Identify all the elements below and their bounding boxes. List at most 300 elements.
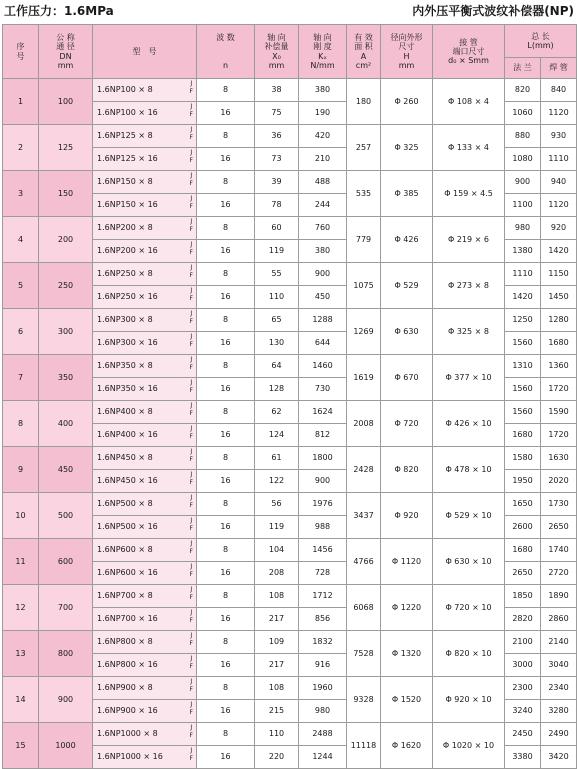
col-outer-size: 径向外形 尺寸 H mm bbox=[381, 25, 433, 79]
cell-dn: 100 bbox=[39, 79, 93, 125]
mark-j: J bbox=[190, 80, 193, 87]
mark-j: J bbox=[190, 126, 193, 133]
mark-f: F bbox=[189, 594, 193, 601]
table-row bbox=[3, 723, 577, 746]
cell-model bbox=[93, 539, 197, 562]
cell-model bbox=[93, 723, 197, 746]
model-text: 1.6NP350 × 8 bbox=[97, 361, 153, 371]
cell-compensation: 60 bbox=[255, 217, 299, 240]
model-text: 1.6NP150 × 8 bbox=[97, 177, 153, 187]
mark-j: J bbox=[190, 747, 193, 754]
mark-f: F bbox=[189, 88, 193, 95]
cell-model bbox=[93, 171, 197, 194]
cell-outer-size: Φ 820 bbox=[381, 447, 433, 493]
mark-f: F bbox=[189, 617, 193, 624]
cell-area: 9328 bbox=[347, 677, 381, 723]
mark-j: J bbox=[190, 517, 193, 524]
cell-compensation: 208 bbox=[255, 562, 299, 585]
mark-f: F bbox=[189, 387, 193, 394]
cell-waves: 16 bbox=[197, 148, 255, 171]
mark-j: J bbox=[190, 264, 193, 271]
cell-length-weld: 3040 bbox=[541, 654, 577, 677]
mark-j: J bbox=[190, 678, 193, 685]
cell-length-flange: 1250 bbox=[505, 309, 541, 332]
mark-f: F bbox=[189, 709, 193, 716]
cell-model bbox=[93, 424, 197, 447]
cell-length-weld: 1120 bbox=[541, 194, 577, 217]
cell-stiffness: 1460 bbox=[299, 355, 347, 378]
cell-waves: 16 bbox=[197, 516, 255, 539]
table-row bbox=[3, 585, 577, 608]
cell-waves: 8 bbox=[197, 309, 255, 332]
cell-length-flange: 1680 bbox=[505, 424, 541, 447]
table-row bbox=[3, 677, 577, 700]
cell-area: 779 bbox=[347, 217, 381, 263]
cell-length-weld: 920 bbox=[541, 217, 577, 240]
cell-stiffness: 980 bbox=[299, 700, 347, 723]
cell-model bbox=[93, 654, 197, 677]
cell-model bbox=[93, 401, 197, 424]
cell-length-weld: 1730 bbox=[541, 493, 577, 516]
connection-type-mark bbox=[190, 333, 193, 349]
cell-area: 6068 bbox=[347, 585, 381, 631]
cell-length-flange: 1080 bbox=[505, 148, 541, 171]
cell-waves: 8 bbox=[197, 493, 255, 516]
cell-stiffness: 1456 bbox=[299, 539, 347, 562]
cell-stiffness: 900 bbox=[299, 263, 347, 286]
cell-waves: 16 bbox=[197, 470, 255, 493]
cell-compensation: 130 bbox=[255, 332, 299, 355]
cell-outer-size: Φ 529 bbox=[381, 263, 433, 309]
cell-compensation: 104 bbox=[255, 539, 299, 562]
cell-model bbox=[93, 677, 197, 700]
cell-waves: 16 bbox=[197, 332, 255, 355]
cell-compensation: 75 bbox=[255, 102, 299, 125]
cell-length-flange: 1560 bbox=[505, 401, 541, 424]
cell-pipe: Φ 108 × 4 bbox=[433, 79, 505, 125]
cell-dn: 1000 bbox=[39, 723, 93, 769]
mark-f: F bbox=[189, 686, 193, 693]
page-header bbox=[0, 0, 580, 20]
cell-compensation: 61 bbox=[255, 447, 299, 470]
cell-length-weld: 1420 bbox=[541, 240, 577, 263]
cell-waves: 16 bbox=[197, 286, 255, 309]
mark-f: F bbox=[189, 433, 193, 440]
model-text: 1.6NP125 × 8 bbox=[97, 131, 153, 141]
model-text: 1.6NP700 × 8 bbox=[97, 591, 153, 601]
col-dn: 公 称 通 径 DN mm bbox=[39, 25, 93, 79]
connection-type-mark bbox=[190, 586, 193, 602]
connection-type-mark bbox=[190, 517, 193, 533]
table-row bbox=[3, 79, 577, 102]
cell-dn: 250 bbox=[39, 263, 93, 309]
cell-waves: 8 bbox=[197, 539, 255, 562]
connection-type-mark bbox=[190, 402, 193, 418]
cell-stiffness: 210 bbox=[299, 148, 347, 171]
spec-table bbox=[2, 24, 577, 769]
cell-waves: 8 bbox=[197, 355, 255, 378]
cell-waves: 16 bbox=[197, 654, 255, 677]
cell-length-weld: 3280 bbox=[541, 700, 577, 723]
connection-type-mark bbox=[190, 655, 193, 671]
cell-waves: 16 bbox=[197, 562, 255, 585]
model-text: 1.6NP450 × 8 bbox=[97, 453, 153, 463]
mark-j: J bbox=[190, 241, 193, 248]
cell-seq: 3 bbox=[3, 171, 39, 217]
cell-length-weld: 1360 bbox=[541, 355, 577, 378]
mark-j: J bbox=[190, 563, 193, 570]
col-pipe: 接 管 端口尺寸 d₀ × Smm bbox=[433, 25, 505, 79]
cell-compensation: 110 bbox=[255, 723, 299, 746]
model-text: 1.6NP700 × 16 bbox=[97, 614, 158, 624]
cell-pipe: Φ 426 × 10 bbox=[433, 401, 505, 447]
model-text: 1.6NP600 × 8 bbox=[97, 545, 153, 555]
table-row bbox=[3, 125, 577, 148]
cell-length-flange: 1950 bbox=[505, 470, 541, 493]
cell-stiffness: 812 bbox=[299, 424, 347, 447]
cell-pipe: Φ 630 × 10 bbox=[433, 539, 505, 585]
cell-length-flange: 2650 bbox=[505, 562, 541, 585]
cell-length-flange: 980 bbox=[505, 217, 541, 240]
mark-j: J bbox=[190, 425, 193, 432]
cell-stiffness: 1712 bbox=[299, 585, 347, 608]
cell-length-flange: 2450 bbox=[505, 723, 541, 746]
cell-outer-size: Φ 1120 bbox=[381, 539, 433, 585]
cell-stiffness: 1832 bbox=[299, 631, 347, 654]
cell-length-flange: 3000 bbox=[505, 654, 541, 677]
cell-compensation: 119 bbox=[255, 240, 299, 263]
cell-dn: 125 bbox=[39, 125, 93, 171]
cell-length-weld: 1120 bbox=[541, 102, 577, 125]
mark-j: J bbox=[190, 724, 193, 731]
cell-outer-size: Φ 260 bbox=[381, 79, 433, 125]
col-model: 型 号 bbox=[93, 25, 197, 79]
connection-type-mark bbox=[190, 80, 193, 96]
cell-length-flange: 1100 bbox=[505, 194, 541, 217]
model-text: 1.6NP300 × 8 bbox=[97, 315, 153, 325]
cell-seq: 10 bbox=[3, 493, 39, 539]
mark-f: F bbox=[189, 180, 193, 187]
col-stiffness: 轴 向 刚 度 Kₓ N/mm bbox=[299, 25, 347, 79]
connection-type-mark bbox=[190, 172, 193, 188]
cell-model bbox=[93, 125, 197, 148]
cell-stiffness: 856 bbox=[299, 608, 347, 631]
cell-model bbox=[93, 194, 197, 217]
connection-type-mark bbox=[190, 264, 193, 280]
cell-seq: 1 bbox=[3, 79, 39, 125]
connection-type-mark bbox=[190, 609, 193, 625]
cell-seq: 8 bbox=[3, 401, 39, 447]
col-compensation: 轴 向 补偿量 X₀ mm bbox=[255, 25, 299, 79]
connection-type-mark bbox=[190, 678, 193, 694]
cell-dn: 600 bbox=[39, 539, 93, 585]
cell-compensation: 55 bbox=[255, 263, 299, 286]
cell-waves: 16 bbox=[197, 194, 255, 217]
connection-type-mark bbox=[190, 149, 193, 165]
mark-f: F bbox=[189, 364, 193, 371]
connection-type-mark bbox=[190, 310, 193, 326]
mark-f: F bbox=[189, 502, 193, 509]
mark-f: F bbox=[189, 525, 193, 532]
cell-area: 1269 bbox=[347, 309, 381, 355]
connection-type-mark bbox=[190, 195, 193, 211]
cell-stiffness: 1244 bbox=[299, 746, 347, 769]
mark-f: F bbox=[189, 249, 193, 256]
cell-compensation: 124 bbox=[255, 424, 299, 447]
cell-waves: 16 bbox=[197, 378, 255, 401]
mark-j: J bbox=[190, 402, 193, 409]
cell-model bbox=[93, 700, 197, 723]
cell-area: 535 bbox=[347, 171, 381, 217]
mark-f: F bbox=[189, 663, 193, 670]
cell-length-weld: 1590 bbox=[541, 401, 577, 424]
cell-seq: 6 bbox=[3, 309, 39, 355]
cell-length-weld: 1110 bbox=[541, 148, 577, 171]
cell-dn: 500 bbox=[39, 493, 93, 539]
cell-length-weld: 1720 bbox=[541, 424, 577, 447]
mark-j: J bbox=[190, 494, 193, 501]
cell-length-flange: 1650 bbox=[505, 493, 541, 516]
connection-type-mark bbox=[190, 563, 193, 579]
cell-stiffness: 380 bbox=[299, 240, 347, 263]
cell-length-weld: 1740 bbox=[541, 539, 577, 562]
cell-seq: 9 bbox=[3, 447, 39, 493]
cell-waves: 16 bbox=[197, 608, 255, 631]
cell-length-flange: 2820 bbox=[505, 608, 541, 631]
mark-j: J bbox=[190, 149, 193, 156]
mark-f: F bbox=[189, 755, 193, 762]
model-text: 1.6NP300 × 16 bbox=[97, 338, 158, 348]
cell-compensation: 108 bbox=[255, 585, 299, 608]
cell-model bbox=[93, 631, 197, 654]
cell-stiffness: 900 bbox=[299, 470, 347, 493]
cell-length-flange: 1680 bbox=[505, 539, 541, 562]
connection-type-mark bbox=[190, 218, 193, 234]
cell-length-weld: 2020 bbox=[541, 470, 577, 493]
table-body bbox=[3, 79, 577, 769]
model-text: 1.6NP250 × 16 bbox=[97, 292, 158, 302]
mark-j: J bbox=[190, 172, 193, 179]
cell-outer-size: Φ 1320 bbox=[381, 631, 433, 677]
cell-compensation: 64 bbox=[255, 355, 299, 378]
cell-stiffness: 730 bbox=[299, 378, 347, 401]
cell-length-flange: 3380 bbox=[505, 746, 541, 769]
model-text: 1.6NP900 × 8 bbox=[97, 683, 153, 693]
mark-j: J bbox=[190, 333, 193, 340]
cell-model bbox=[93, 217, 197, 240]
cell-stiffness: 420 bbox=[299, 125, 347, 148]
mark-f: F bbox=[189, 341, 193, 348]
cell-compensation: 109 bbox=[255, 631, 299, 654]
mark-j: J bbox=[190, 586, 193, 593]
model-text: 1.6NP600 × 16 bbox=[97, 568, 158, 578]
cell-stiffness: 1624 bbox=[299, 401, 347, 424]
cell-area: 1619 bbox=[347, 355, 381, 401]
cell-length-flange: 1560 bbox=[505, 378, 541, 401]
cell-length-flange: 820 bbox=[505, 79, 541, 102]
cell-length-flange: 1380 bbox=[505, 240, 541, 263]
mark-f: F bbox=[189, 410, 193, 417]
connection-type-mark bbox=[190, 448, 193, 464]
cell-area: 4766 bbox=[347, 539, 381, 585]
mark-f: F bbox=[189, 157, 193, 164]
cell-model bbox=[93, 102, 197, 125]
cell-waves: 8 bbox=[197, 263, 255, 286]
col-area: 有 效 面 积 A cm² bbox=[347, 25, 381, 79]
model-text: 1.6NP500 × 8 bbox=[97, 499, 153, 509]
cell-waves: 8 bbox=[197, 585, 255, 608]
cell-length-weld: 1150 bbox=[541, 263, 577, 286]
cell-pipe: Φ 377 × 10 bbox=[433, 355, 505, 401]
cell-length-weld: 2490 bbox=[541, 723, 577, 746]
cell-stiffness: 1976 bbox=[299, 493, 347, 516]
cell-dn: 400 bbox=[39, 401, 93, 447]
mark-f: F bbox=[189, 226, 193, 233]
cell-outer-size: Φ 385 bbox=[381, 171, 433, 217]
table-row bbox=[3, 309, 577, 332]
cell-compensation: 56 bbox=[255, 493, 299, 516]
cell-stiffness: 728 bbox=[299, 562, 347, 585]
mark-j: J bbox=[190, 310, 193, 317]
cell-compensation: 110 bbox=[255, 286, 299, 309]
cell-seq: 2 bbox=[3, 125, 39, 171]
col-length: 总 长 L(mm) bbox=[505, 25, 577, 58]
connection-type-mark bbox=[190, 287, 193, 303]
cell-length-flange: 1420 bbox=[505, 286, 541, 309]
cell-pipe: Φ 820 × 10 bbox=[433, 631, 505, 677]
mark-f: F bbox=[189, 318, 193, 325]
table-row bbox=[3, 355, 577, 378]
model-text: 1.6NP100 × 16 bbox=[97, 108, 158, 118]
cell-pipe: Φ 920 × 10 bbox=[433, 677, 505, 723]
cell-seq: 4 bbox=[3, 217, 39, 263]
mark-j: J bbox=[190, 218, 193, 225]
cell-seq: 12 bbox=[3, 585, 39, 631]
cell-length-weld: 940 bbox=[541, 171, 577, 194]
cell-length-weld: 2650 bbox=[541, 516, 577, 539]
cell-dn: 200 bbox=[39, 217, 93, 263]
cell-dn: 800 bbox=[39, 631, 93, 677]
connection-type-mark bbox=[190, 103, 193, 119]
cell-pipe: Φ 529 × 10 bbox=[433, 493, 505, 539]
cell-dn: 350 bbox=[39, 355, 93, 401]
cell-waves: 8 bbox=[197, 631, 255, 654]
cell-model bbox=[93, 378, 197, 401]
model-text: 1.6NP200 × 8 bbox=[97, 223, 153, 233]
cell-stiffness: 190 bbox=[299, 102, 347, 125]
table-row bbox=[3, 171, 577, 194]
cell-model bbox=[93, 562, 197, 585]
cell-area: 2428 bbox=[347, 447, 381, 493]
mark-f: F bbox=[189, 640, 193, 647]
model-text: 1.6NP1000 × 16 bbox=[97, 752, 163, 762]
col-seq: 序 号 bbox=[3, 25, 39, 79]
cell-length-flange: 1580 bbox=[505, 447, 541, 470]
cell-model bbox=[93, 470, 197, 493]
cell-outer-size: Φ 920 bbox=[381, 493, 433, 539]
model-text: 1.6NP350 × 16 bbox=[97, 384, 158, 394]
cell-model bbox=[93, 148, 197, 171]
table-header-row bbox=[3, 25, 577, 58]
cell-length-flange: 2300 bbox=[505, 677, 541, 700]
cell-model bbox=[93, 286, 197, 309]
col-length-flange: 法 兰 bbox=[505, 58, 541, 79]
cell-model bbox=[93, 309, 197, 332]
cell-compensation: 62 bbox=[255, 401, 299, 424]
connection-type-mark bbox=[190, 471, 193, 487]
cell-length-flange: 880 bbox=[505, 125, 541, 148]
cell-stiffness: 488 bbox=[299, 171, 347, 194]
cell-length-flange: 3240 bbox=[505, 700, 541, 723]
model-text: 1.6NP100 × 8 bbox=[97, 85, 153, 95]
mark-j: J bbox=[190, 448, 193, 455]
cell-model bbox=[93, 79, 197, 102]
cell-length-weld: 840 bbox=[541, 79, 577, 102]
cell-stiffness: 1288 bbox=[299, 309, 347, 332]
cell-stiffness: 988 bbox=[299, 516, 347, 539]
cell-waves: 8 bbox=[197, 79, 255, 102]
cell-length-weld: 1630 bbox=[541, 447, 577, 470]
mark-f: F bbox=[189, 732, 193, 739]
mark-j: J bbox=[190, 540, 193, 547]
mark-j: J bbox=[190, 195, 193, 202]
table-row bbox=[3, 539, 577, 562]
cell-length-flange: 1060 bbox=[505, 102, 541, 125]
cell-outer-size: Φ 426 bbox=[381, 217, 433, 263]
cell-seq: 15 bbox=[3, 723, 39, 769]
cell-waves: 16 bbox=[197, 240, 255, 263]
cell-length-flange: 1560 bbox=[505, 332, 541, 355]
cell-model bbox=[93, 608, 197, 631]
cell-stiffness: 760 bbox=[299, 217, 347, 240]
cell-waves: 16 bbox=[197, 424, 255, 447]
cell-length-flange: 1110 bbox=[505, 263, 541, 286]
model-text: 1.6NP125 × 16 bbox=[97, 154, 158, 164]
cell-compensation: 65 bbox=[255, 309, 299, 332]
cell-dn: 300 bbox=[39, 309, 93, 355]
cell-seq: 7 bbox=[3, 355, 39, 401]
col-length-weld: 焊 管 bbox=[541, 58, 577, 79]
connection-type-mark bbox=[190, 747, 193, 763]
mark-f: F bbox=[189, 479, 193, 486]
model-text: 1.6NP500 × 16 bbox=[97, 522, 158, 532]
cell-outer-size: Φ 1220 bbox=[381, 585, 433, 631]
cell-model bbox=[93, 240, 197, 263]
connection-type-mark bbox=[190, 126, 193, 142]
mark-f: F bbox=[189, 203, 193, 210]
cell-model bbox=[93, 263, 197, 286]
cell-compensation: 119 bbox=[255, 516, 299, 539]
cell-area: 2008 bbox=[347, 401, 381, 447]
cell-length-weld: 2340 bbox=[541, 677, 577, 700]
cell-model bbox=[93, 746, 197, 769]
model-text: 1.6NP150 × 16 bbox=[97, 200, 158, 210]
connection-type-mark bbox=[190, 356, 193, 372]
cell-pipe: Φ 1020 × 10 bbox=[433, 723, 505, 769]
mark-j: J bbox=[190, 379, 193, 386]
cell-seq: 11 bbox=[3, 539, 39, 585]
cell-stiffness: 244 bbox=[299, 194, 347, 217]
cell-length-weld: 2720 bbox=[541, 562, 577, 585]
cell-model bbox=[93, 493, 197, 516]
table-row bbox=[3, 631, 577, 654]
mark-j: J bbox=[190, 103, 193, 110]
cell-compensation: 39 bbox=[255, 171, 299, 194]
mark-j: J bbox=[190, 356, 193, 363]
table-row bbox=[3, 217, 577, 240]
cell-pipe: Φ 273 × 8 bbox=[433, 263, 505, 309]
cell-waves: 8 bbox=[197, 723, 255, 746]
